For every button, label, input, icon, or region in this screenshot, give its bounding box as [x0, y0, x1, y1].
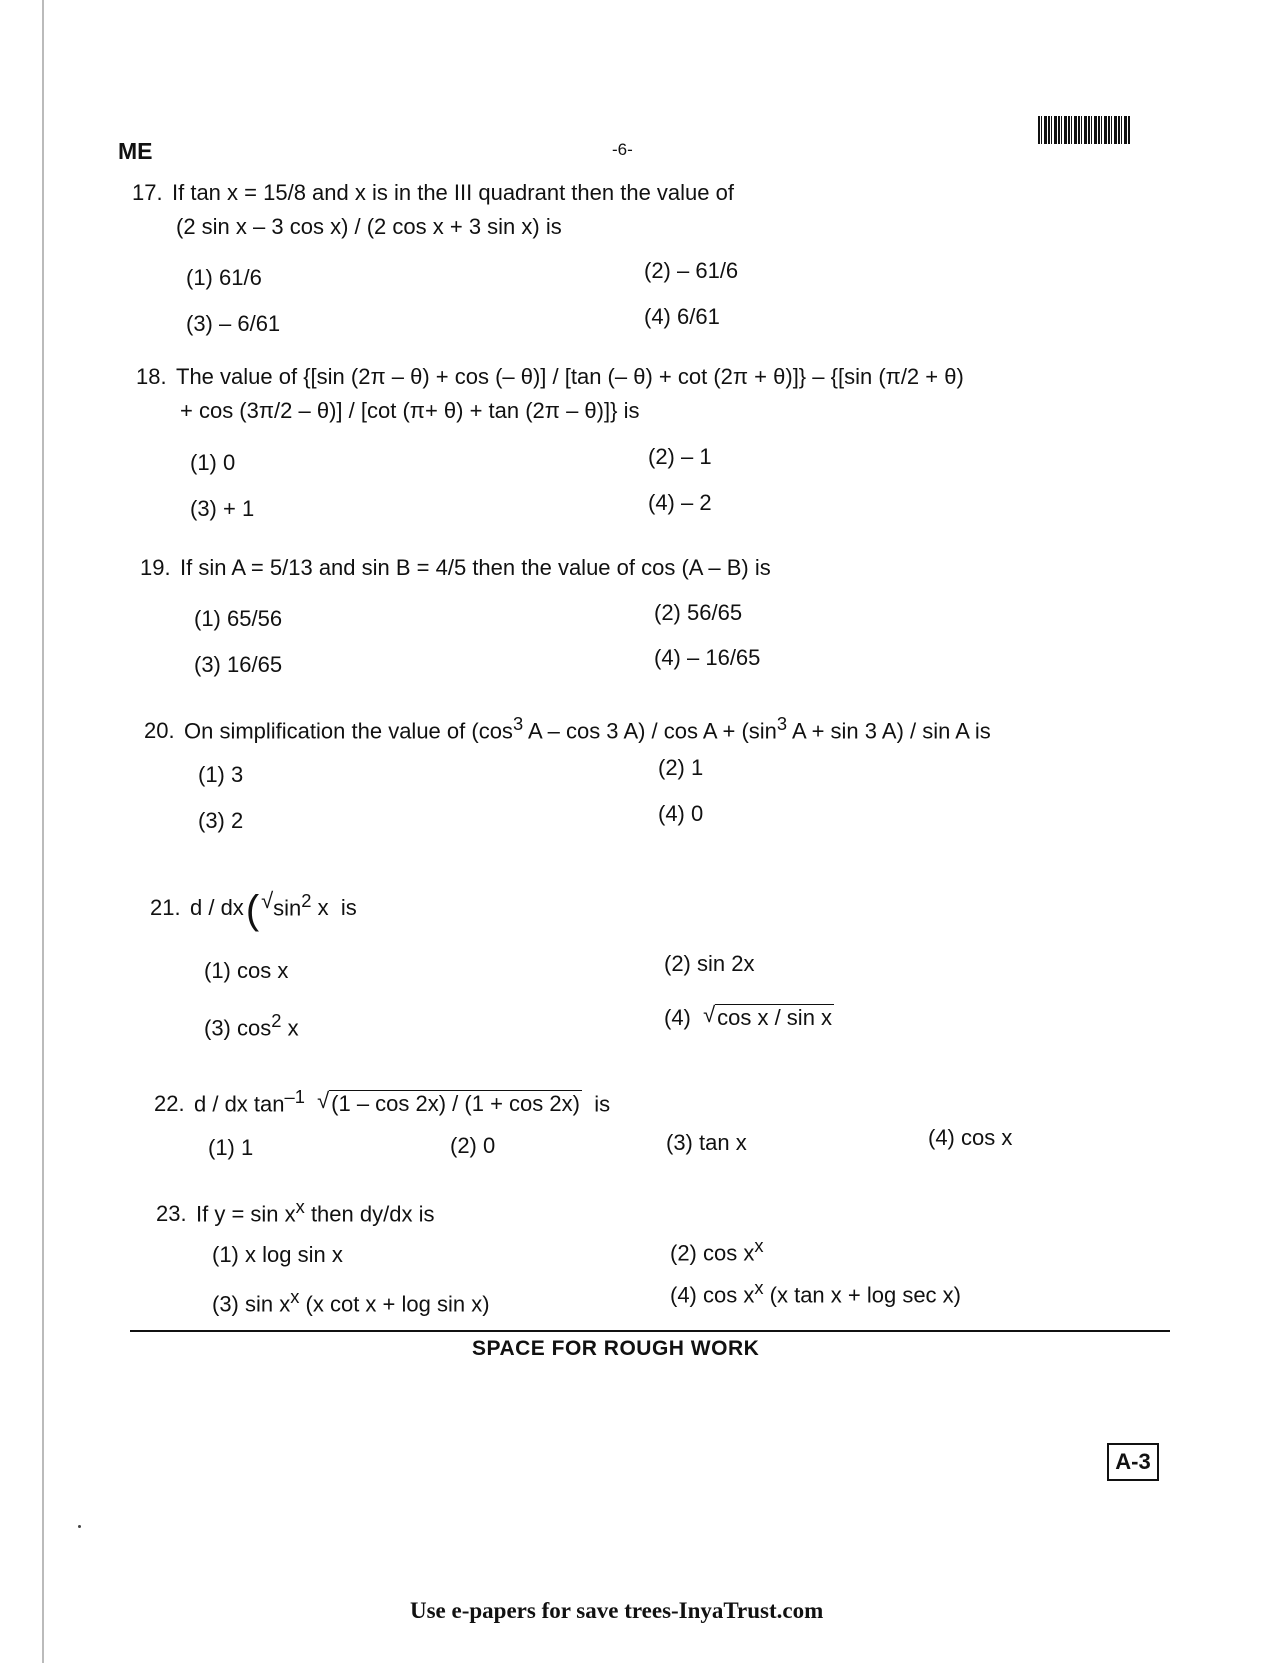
q17-option-1[interactable]: (1) 61/6 — [186, 265, 262, 290]
option-text: (x cot x + log sin x) — [299, 1291, 490, 1317]
question-text: is — [594, 1091, 611, 1117]
question-text: A + sin 3 A) / sin A is — [787, 718, 991, 744]
question-number: 22. — [154, 1091, 185, 1117]
question-21 — [150, 888, 357, 933]
option-text: (3) sin x — [212, 1291, 291, 1317]
radical-sign-icon: √ — [703, 1002, 716, 1027]
q20-option-4[interactable]: (4) 0 — [658, 801, 704, 826]
question-22 — [154, 1086, 610, 1117]
question-number: 23. — [156, 1201, 187, 1227]
option-text: (2) cos x — [670, 1240, 755, 1266]
page-number: -6- — [612, 140, 633, 159]
radicand: (1 – cos 2x) / (1 + cos 2x) — [331, 1091, 580, 1117]
q20-option-3[interactable]: (3) 2 — [198, 808, 244, 833]
q20-option-2[interactable]: (2) 1 — [658, 755, 704, 780]
q17-option-2[interactable]: (2) – 61/6 — [644, 258, 739, 283]
q19-option-1[interactable]: (1) 65/56 — [194, 606, 283, 631]
rough-work-label: SPACE FOR ROUGH WORK — [472, 1337, 760, 1360]
option-text: x — [281, 1015, 299, 1041]
question-number: 19. — [140, 555, 171, 580]
left-paren: ( — [245, 888, 260, 932]
question-text: then dy/dx is — [304, 1201, 435, 1227]
question-text: If y = sin x — [196, 1201, 296, 1227]
superscript: –1 — [284, 1086, 305, 1107]
q22-option-3[interactable]: (3) tan x — [666, 1130, 747, 1155]
question-text: x — [317, 895, 329, 920]
superscript: 2 — [271, 1010, 282, 1031]
q23-option-3[interactable] — [212, 1286, 490, 1317]
subject-code: ME — [118, 138, 153, 164]
q17-option-3[interactable]: (3) – 6/61 — [186, 311, 281, 336]
q22-option-1[interactable]: (1) 1 — [208, 1135, 254, 1160]
q21-option-3[interactable] — [204, 1010, 299, 1041]
q23-option-4[interactable] — [670, 1277, 961, 1308]
scan-speck — [78, 1525, 81, 1528]
radical-sign-icon: √ — [317, 1088, 330, 1114]
q18-option-1[interactable]: (1) 0 — [190, 450, 236, 475]
question-number: 18. — [136, 364, 167, 389]
q22-option-2[interactable]: (2) 0 — [450, 1133, 496, 1158]
question-number: 17. — [132, 180, 163, 205]
option-text: (x tan x + log sec x) — [763, 1282, 961, 1308]
superscript: x — [754, 1235, 764, 1256]
square-root — [261, 887, 312, 921]
q18-option-2[interactable]: (2) – 1 — [648, 444, 712, 469]
booklet-code-box: A-3 — [1107, 1443, 1159, 1481]
q21-option-4[interactable] — [664, 1004, 834, 1031]
option-text: (4) — [664, 1005, 691, 1030]
question-18 — [136, 364, 964, 390]
question-20 — [144, 713, 991, 744]
question-text: A – cos 3 A) / cos A + (sin — [523, 718, 777, 744]
superscript: 3 — [512, 713, 524, 734]
q18-option-4[interactable]: (4) – 2 — [648, 490, 712, 515]
q18-option-3[interactable]: (3) + 1 — [190, 496, 255, 521]
question-text: d / dx tan — [194, 1091, 285, 1117]
divider-line — [130, 1330, 1170, 1332]
page-edge-line — [42, 0, 44, 1663]
question-23 — [156, 1196, 434, 1227]
question-text: d / dx — [190, 895, 244, 920]
barcode-icon — [1038, 116, 1130, 144]
footer-text: Use e-papers for save trees-InyaTrust.com — [410, 1598, 824, 1623]
question-text: The value of {[sin (2π – θ) + cos (– θ)] / [tan (– θ) + cot (2π + θ)]} – {[sin (π/2 + θ) — [176, 364, 964, 389]
question-text: If sin A = 5/13 and sin B = 4/5 then the value of cos (A – B) is — [180, 555, 771, 580]
option-text: (4) cos x — [670, 1282, 755, 1308]
radical-sign-icon: √ — [261, 887, 274, 913]
question-17-line2: (2 sin x – 3 cos x) / (2 cos x + 3 sin x) is — [176, 214, 562, 239]
q22-option-4[interactable]: (4) cos x — [928, 1125, 1013, 1150]
option-text: (3) cos — [204, 1015, 272, 1041]
question-17 — [132, 180, 734, 206]
question-number: 21. — [150, 895, 181, 920]
question-19 — [140, 555, 771, 581]
q20-option-1[interactable]: (1) 3 — [198, 762, 244, 787]
radicand: cos x / sin x — [717, 1005, 833, 1030]
q21-option-2[interactable]: (2) sin 2x — [664, 951, 755, 976]
radicand: sin — [273, 895, 302, 920]
q17-option-4[interactable]: (4) 6/61 — [644, 304, 720, 329]
question-text: is — [340, 895, 357, 920]
superscript: 3 — [776, 713, 788, 734]
q21-option-1[interactable]: (1) cos x — [204, 958, 289, 983]
question-text: On simplification the value of (cos — [184, 718, 513, 744]
superscript: 2 — [301, 889, 312, 911]
superscript: x — [290, 1286, 300, 1307]
q19-option-2[interactable]: (2) 56/65 — [654, 600, 743, 625]
superscript: x — [754, 1277, 764, 1298]
q23-option-2[interactable] — [670, 1235, 764, 1266]
question-18-line2: + cos (3π/2 – θ)] / [cot (π+ θ) + tan (2π – θ)]} is — [180, 398, 640, 423]
question-number: 20. — [144, 718, 175, 744]
square-root — [703, 1004, 834, 1031]
q19-option-3[interactable]: (3) 16/65 — [194, 652, 283, 677]
q19-option-4[interactable]: (4) – 16/65 — [654, 645, 761, 670]
square-root — [317, 1090, 582, 1117]
q23-option-1[interactable]: (1) x log sin x — [212, 1242, 343, 1267]
question-text: If tan x = 15/8 and x is in the III quadrant then the value of — [172, 180, 734, 205]
superscript: x — [295, 1196, 305, 1217]
